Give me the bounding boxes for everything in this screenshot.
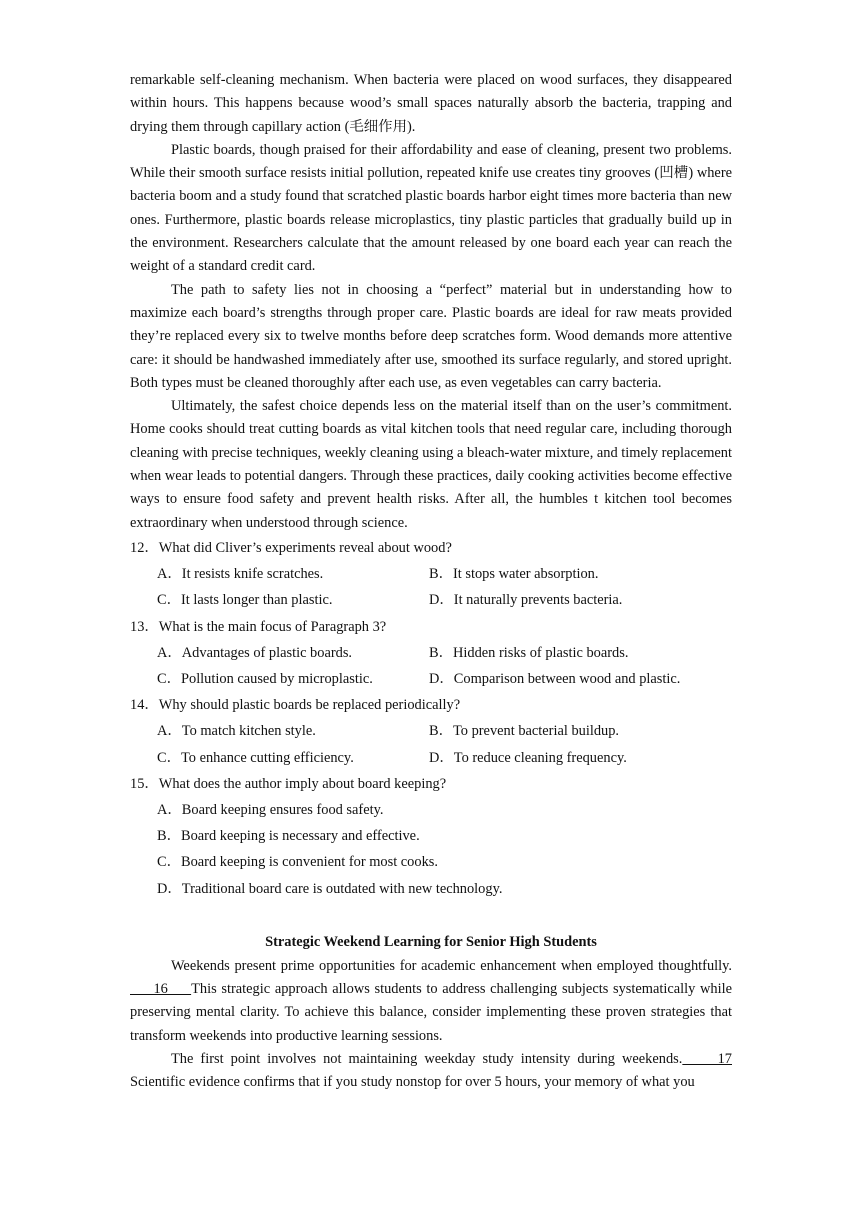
blank-16[interactable]: 16 [130, 981, 192, 998]
option-a[interactable]: A．To match kitchen style. [157, 723, 316, 740]
option-c[interactable]: C．It lasts longer than plastic. [157, 592, 333, 609]
question-15 [130, 771, 732, 902]
question-stem: 13．What is the main focus of Paragraph 3? [130, 618, 387, 635]
option-d[interactable]: D．To reduce cleaning frequency. [429, 749, 627, 766]
option-d[interactable]: D．It naturally prevents bacteria. [429, 592, 623, 609]
option-c[interactable]: C．To enhance cutting efficiency. [157, 749, 354, 766]
passage-paragraph: The path to safety lies not in choosing a “perfect” material but in understanding how to maximize each board’s strengths through proper care. Plastic boards are ideal for raw meats provided they’re replaced every six to twelve months before deep scratches form. Wood demands more attentive care: it should be handwashed immediately after use, smoothed its surface regularly, and stored upright. Both types must be cleaned thoroughly after each use, as even vegetables can carry bacteria. [130, 281, 732, 391]
option-b[interactable]: B．Hidden risks of plastic boards. [429, 644, 629, 661]
answer-options [130, 561, 732, 613]
passage-paragraph [130, 1048, 732, 1095]
question-stem: 12．What did Cliver’s experiments reveal about wood? [130, 539, 452, 556]
option-c[interactable]: C．Pollution caused by microplastic. [157, 670, 373, 687]
question-stem: 14．Why should plastic boards be replaced periodically? [130, 697, 461, 714]
option-b[interactable]: B．Board keeping is necessary and effective. [157, 828, 420, 845]
answer-options [130, 640, 732, 692]
answer-options [130, 797, 732, 902]
paragraph-text: This strategic approach allows students to address challenging subjects systematically while preserving mental clarity. To achieve this balance, consider implementing these proven strategies that transform weekends into productive learning sessions. [130, 981, 732, 1044]
passage-title: Strategic Weekend Learning for Senior High Students [265, 933, 597, 950]
question-14 [130, 692, 732, 771]
question-stem: 15．What does the author imply about board keeping? [130, 775, 447, 792]
paragraph-text: Scientific evidence confirms that if you study nonstop for over 5 hours, your memory of what you [130, 1074, 695, 1091]
seven-choose-five-passage [130, 929, 732, 1095]
question-13 [130, 614, 732, 693]
blank-17[interactable]: 17 [682, 1050, 732, 1067]
option-c[interactable]: C．Board keeping is convenient for most cooks. [157, 854, 438, 871]
passage-paragraph [130, 955, 732, 1048]
answer-options [130, 718, 732, 770]
option-b[interactable]: B．It stops water absorption. [429, 566, 599, 583]
passage-paragraph: Ultimately, the safest choice depends less on the material itself than on the user’s commitment. Home cooks should treat cutting boards as vital kitchen tools that need regular care, including thorough cleaning with precise techniques, weekly cleaning using a bleach-water mixture, and timely replacement when wear leads to potential dangers. Through these practices, daily cooking activities become effective ways to ensure food safety and prevent health risks. After all, the humbles t kitchen tool becomes extraordinary when understood through science. [130, 398, 732, 531]
option-a[interactable]: A．Board keeping ensures food safety. [157, 801, 384, 818]
paragraph-text: The first point involves not maintaining weekday study intensity during weekends. [171, 1050, 683, 1067]
question-12 [130, 535, 732, 614]
option-d[interactable]: D．Traditional board care is outdated with new technology. [157, 880, 503, 897]
option-d[interactable]: D．Comparison between wood and plastic. [429, 670, 681, 687]
paragraph-text: Weekends present prime opportunities for academic enhancement when employed thoughtfully. [171, 957, 732, 974]
reading-passage-c [130, 69, 732, 535]
exam-page [130, 69, 732, 1095]
passage-paragraph: remarkable self-cleaning mechanism. When bacteria were placed on wood surfaces, they disappeared within hours. This happens because wood’s small spaces naturally absorb the bacteria, trapping and drying them through capillary action (毛细作用). [130, 72, 732, 135]
option-a[interactable]: A．Advantages of plastic boards. [157, 644, 353, 661]
option-b[interactable]: B．To prevent bacterial buildup. [429, 723, 620, 740]
passage-paragraph: Plastic boards, though praised for their affordability and ease of cleaning, present two problems. While their smooth surface resists initial pollution, repeated knife use creates tiny grooves (凹槽) where bacteria boom and a study found that scratched plastic boards harbor eight times more bacteria than new ones. Furthermore, plastic boards release microplastics, tiny plastic particles that gradually build up in the environment. Researchers calculate that the amount released by one board each year can reach the weight of a standard credit card. [130, 141, 732, 275]
question-list [130, 535, 732, 902]
option-a[interactable]: A．It resists knife scratches. [157, 566, 324, 583]
